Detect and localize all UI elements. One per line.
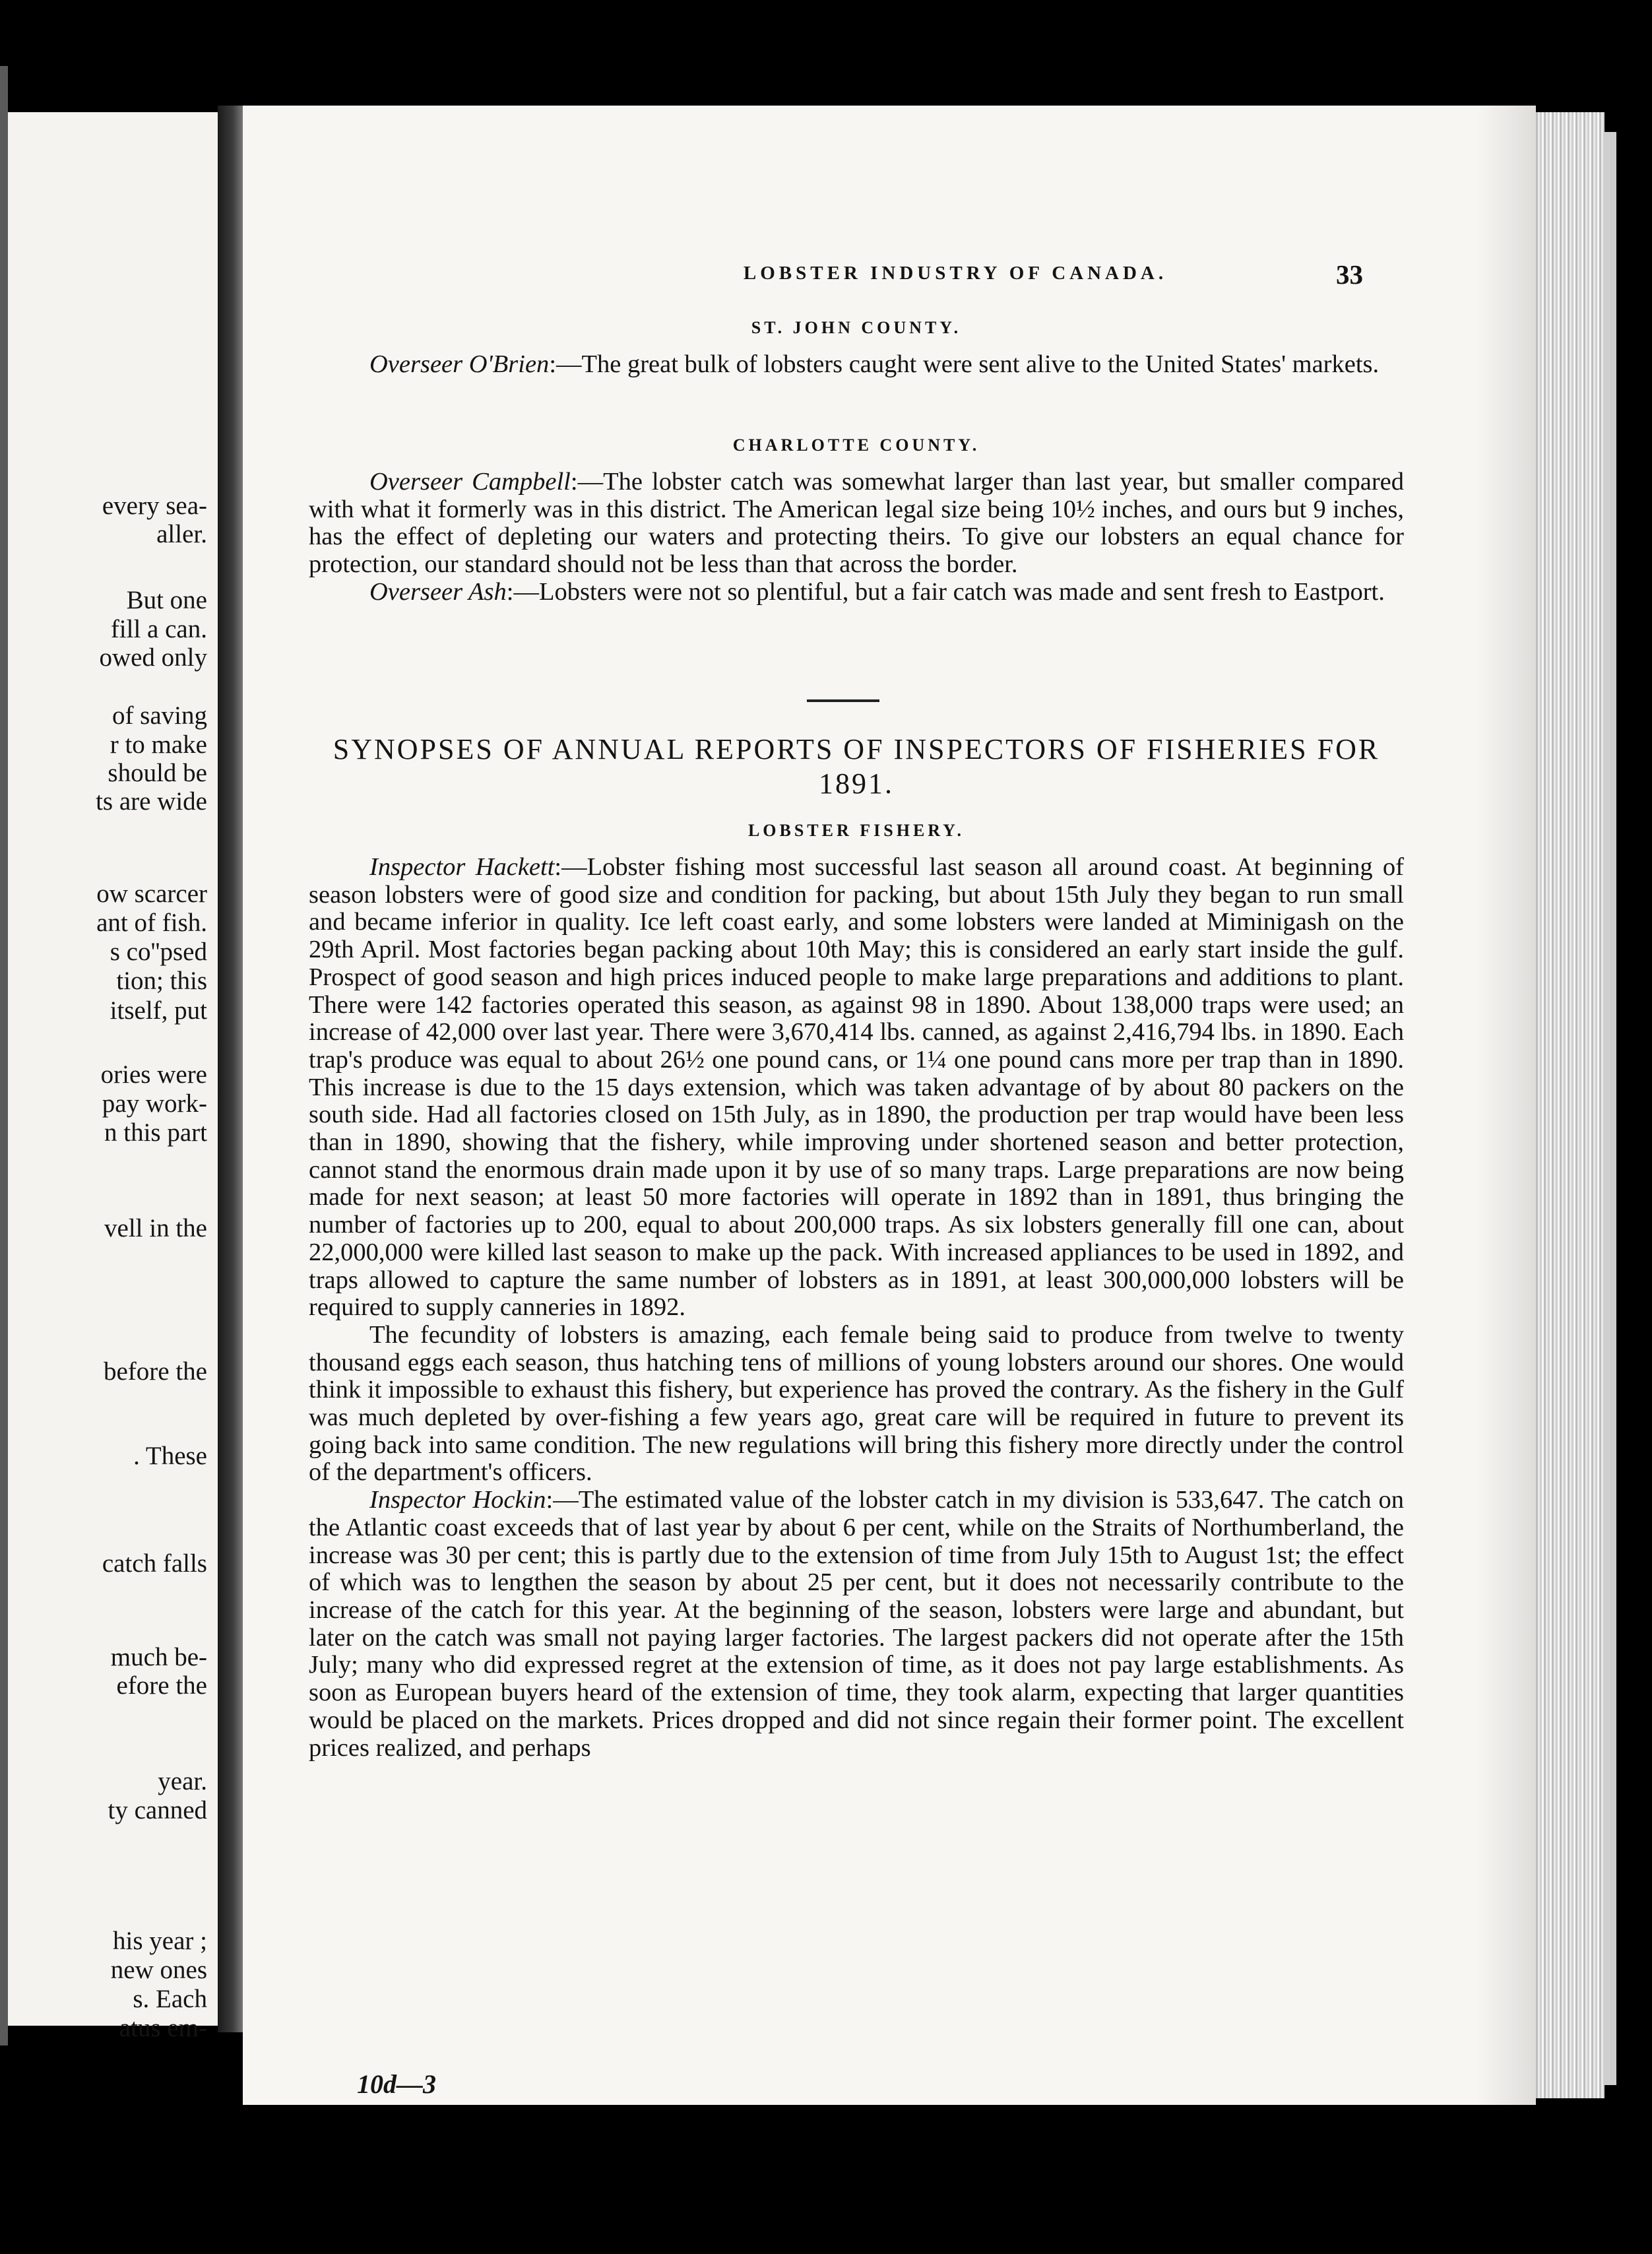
left-fragment: ts are wide: [96, 787, 207, 816]
left-fragment: . These: [133, 1442, 207, 1470]
hackett-report: [309, 854, 1404, 1322]
st-john-section: [309, 318, 1404, 379]
charlotte-heading: CHARLOTTE COUNTY.: [732, 435, 980, 455]
left-fragment: new ones: [110, 1956, 207, 1984]
fecundity-paragraph: The fecundity of lobsters is amazing, each female being said to produce from twelve to twenty thousand eggs each season, thus hatching tens of millions of young lobsters around our shores. One would think it impossible to exhaust this fishery, but experience has proved the contrary. As the fishery in the Gulf was much depleted by over-fishing a few years ago, great care will be required in future to prevent its going back into same condition. The new regulations will bring this fishery more directly under the control of the department's officers.: [309, 1320, 1404, 1487]
signature-mark: 10d—3: [357, 2069, 436, 2099]
facing-page-fragment: [8, 112, 218, 2042]
obrien-name: Overseer O'Brien: [369, 350, 550, 378]
page-stack-edge: [1536, 112, 1604, 2098]
left-fragment: n this part: [104, 1118, 207, 1147]
left-fragment: atus em-: [119, 2014, 207, 2042]
synopses-section: [309, 732, 1404, 1762]
left-fragment: vell in the: [104, 1214, 207, 1242]
scan-left-edge: [0, 66, 8, 2045]
left-fragment: ty canned: [108, 1796, 207, 1824]
st-john-heading: ST. JOHN COUNTY.: [751, 318, 962, 337]
campbell-name: Overseer Campbell: [369, 468, 571, 496]
left-fragment: should be: [108, 759, 207, 787]
left-fragment: s co''psed: [110, 938, 207, 966]
book-gutter: [218, 106, 243, 2032]
charlotte-section: [309, 435, 1404, 606]
left-fragment: itself, put: [110, 996, 207, 1025]
hockin-name: Inspector Hockin: [369, 1486, 546, 1514]
left-fragment: pay work-: [102, 1089, 207, 1118]
hockin-text: :—The estimated value of the lobster catch in my division is 533,647. The catch on the Atlantic coast exceeds that of last year by about 6 per cent, while on the Straits of Northumberland, the increase was 30 per cent; this is partly due to the extension of time from July 15th to August 1st; the effect of which was to lengthen the season by about 25 per cent, but it does not necessarily contribute to the increase of the catch for this year. At the beginning of the season, lobsters were large and abundant, but later on the catch was small not paying larger factories. The largest packers did not operate after the 15th July; many who did expressed regret at the extension of time, as it does not pay large establishments. As soon as European buyers heard of the extension of time, they took alarm, expecting that larger quantities would be placed on the markets. Prices dropped and did not since regain their former point. The excellent prices realized, and perhaps: [309, 1486, 1404, 1762]
page-shadow: [1477, 106, 1536, 2105]
left-fragment: fill a can.: [110, 615, 207, 643]
left-fragment: ories were: [100, 1060, 207, 1089]
left-fragment: catch falls: [102, 1549, 207, 1578]
running-head: LOBSTER INDUSTRY OF CANADA.: [743, 263, 1168, 284]
hackett-text: :—Lobster fishing most successful last season all around coast. At beginning of season lobsters were of good size and condition for packing, but about 15th July they began to run small and became inferior in quality. Ice left coast early, and some lobsters were landed at Miminigash on the 29th April. Most factories began packing about 10th May; this is considered an early start inside the gulf. Prospect of good season and high prices induced people to make large preparations and additions to plant. There were 142 factories operated this season, as against 98 in 1890. About 138,000 traps were used; an increase of 42,000 over last year. There were 3,670,414 lbs. canned, as against 2,416,794 lbs. in 1890. Each trap's produce was equal to about 26½ one pound cans, or 1¼ one pound cans more per trap than in 1890. This increase is due to the 15 days extension, which was taken advantage of by about 80 packers on the south side. Had all factories closed on 15th July, as in 1890, the production per trap would have been less than in 1890, showing that the fishery, while improving under shortened season and better protection, cannot stand the enormous drain made upon it by use of so many traps. Large preparations are now being made for next season; at least 50 more factories will operate in 1892 than in 1891, thus bringing the number of factories up to 200, equal to about 200,000 traps. As six lobsters generally fill one can, about 22,000,000 were killed last season to make up the pack. With increased appliances to be used in 1892, and traps allowed to capture the same number of lobsters as in 1891, at least 300,000,000 lobsters will be required to supply canneries in 1892.: [309, 853, 1404, 1322]
obrien-text: :—The great bulk of lobsters caught were sent alive to the United States' markets.: [549, 350, 1380, 378]
left-fragment: r to make: [110, 730, 207, 759]
lobster-fishery-heading: LOBSTER FISHERY.: [747, 821, 965, 840]
left-fragment: every sea-: [102, 492, 207, 520]
left-fragment: tion; this: [116, 967, 207, 995]
left-fragment: ant of fish.: [96, 909, 207, 937]
left-fragment: ow scarcer: [96, 880, 207, 908]
left-fragment: much be-: [110, 1643, 207, 1671]
hockin-report: [309, 1487, 1404, 1762]
campbell-text: :—The lobster catch was somewhat larger than last year, but smaller compared with what it formerly was in this district. The American legal size being 10½ inches, and ours but 9 inches, has the effect of depleting our waters and protecting theirs. To give our lobsters an equal chance for protection, our standard should not be less than that across the border.: [309, 468, 1404, 579]
ash-name: Overseer Ash: [369, 577, 507, 606]
synopses-heading: SYNOPSES OF ANNUAL REPORTS OF INSPECTORS OF FISHERIES FOR 1891.: [333, 733, 1380, 800]
left-fragment: before the: [104, 1357, 207, 1386]
left-fragment: aller.: [156, 520, 207, 548]
left-fragment: of saving: [111, 701, 207, 730]
page-33: [243, 106, 1536, 2105]
ash-report: [309, 579, 1404, 606]
left-fragment: efore the: [116, 1671, 207, 1700]
left-fragment: s. Each: [133, 1985, 207, 2013]
section-rule: [807, 699, 879, 702]
left-fragment: his year ;: [113, 1927, 207, 1955]
ash-text: :—Lobsters were not so plentiful, but a fair catch was made and sent fresh to Eastport.: [506, 577, 1385, 606]
left-fragment: owed only: [99, 643, 207, 672]
left-fragment: But one: [126, 586, 207, 614]
page-stack-cover: [1604, 132, 1616, 2085]
obrien-report: [309, 351, 1404, 379]
hackett-name: Inspector Hackett: [369, 853, 555, 881]
left-fragment: year.: [158, 1767, 207, 1795]
page-number: 33: [1336, 259, 1363, 290]
campbell-report: [309, 468, 1404, 579]
